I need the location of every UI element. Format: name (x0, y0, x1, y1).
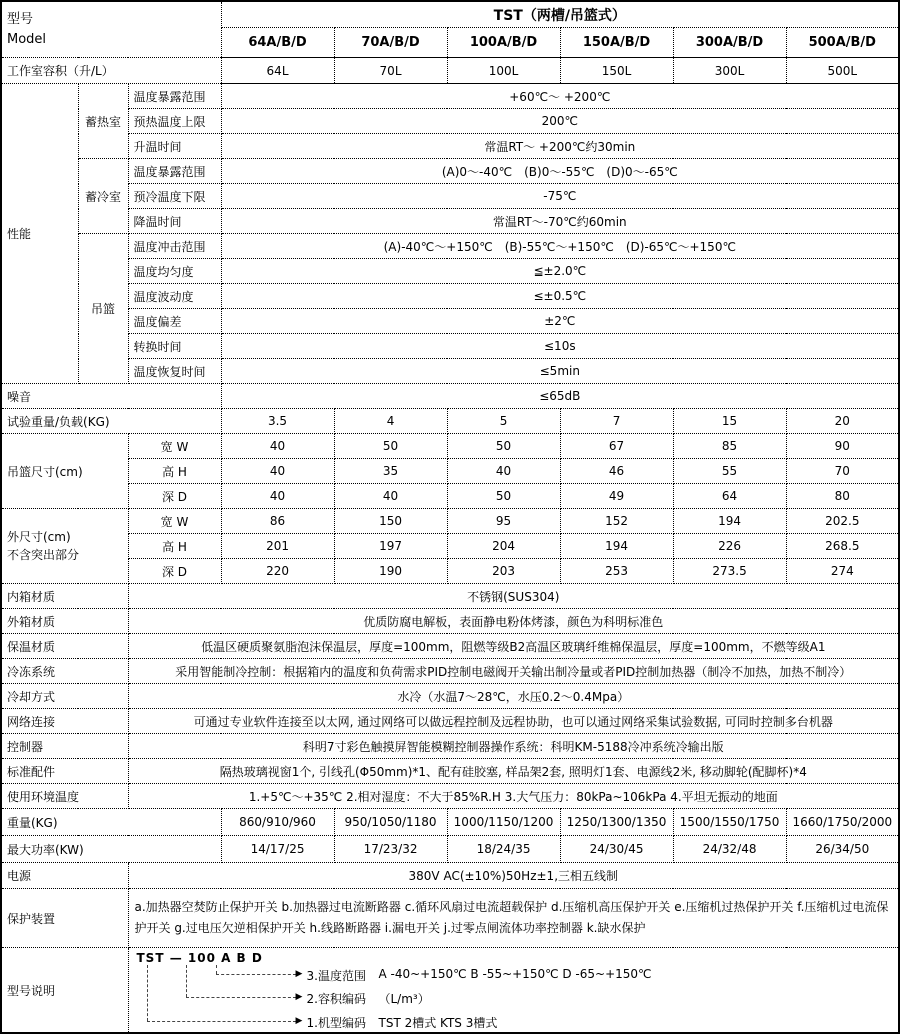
spec-row-label: 降温时间 (128, 209, 221, 234)
dim-value: 40 (221, 434, 334, 459)
branch-name: 3.温度范围 (306, 969, 366, 983)
cold-room-label: 蓄冷室 (78, 159, 128, 234)
spec-row-label: 温度波动度 (128, 284, 221, 309)
arrow-right-icon: ▶ (295, 992, 303, 1002)
outer-size-label-line2: 不含突出部分 (7, 548, 80, 562)
test-load-value: 7 (560, 409, 673, 434)
spec-label: 冷却方式 (1, 684, 128, 709)
branch-name: 2.容积编码 (306, 992, 366, 1006)
outer-size-label-line1: 外尺寸(cm) (7, 530, 71, 544)
dim-value: 201 (221, 534, 334, 559)
dim-value: 50 (447, 434, 560, 459)
spec-value: 可通过专业软件连接至以太网, 通过网络可以做远程控制及远程协助，也可以通过网络采集试验数据, 可同时控制多台机器 (128, 709, 899, 734)
test-load-value: 4 (334, 409, 447, 434)
branch-desc: （L/m³） (378, 992, 430, 1006)
dim-row-label: 高 H (128, 534, 221, 559)
spec-value: 隔热玻璃视窗1个, 引线孔(Φ50mm)*1、配有硅胶塞, 样品架2套, 照明灯1套、电源线2米, 移动脚轮(配脚杯)*4 (128, 759, 899, 784)
model-row-label (1, 1, 221, 58)
model-code-diagram (128, 948, 899, 1034)
arrow-right-icon: ▶ (295, 969, 303, 979)
spec-row-label: 温度冲击范围 (128, 234, 221, 259)
dim-value: 40 (334, 484, 447, 509)
model-column-header: 64A/B/D (221, 28, 334, 58)
model-code-text: TST — 100 A B D (136, 951, 263, 965)
dim-value: 80 (786, 484, 899, 509)
spec-row-value: 200℃ (221, 109, 899, 134)
dim-value: 194 (560, 534, 673, 559)
dim-value: 150 (334, 509, 447, 534)
spec-value: 1.+5℃～+35℃ 2.相对湿度：不大于85%R.H 3.大气压力：80kPa~106kPa 4.平坦无振动的地面 (128, 784, 899, 809)
spec-label: 标准配件 (1, 759, 128, 784)
dim-value: 152 (560, 509, 673, 534)
dim-value: 67 (560, 434, 673, 459)
dim-value: 273.5 (673, 559, 786, 584)
weight-label: 重量(KG) (1, 809, 221, 836)
dim-value: 70 (786, 459, 899, 484)
spec-value: 低温区硬质聚氨脂泡沫保温层，厚度=100mm，阻燃等级B2高温区玻璃纤维棉保温层，厚度=100mm，不燃等级A1 (128, 634, 899, 659)
spec-row-value: ≤±0.5℃ (221, 284, 899, 309)
spec-row-label: 温度恢复时间 (128, 359, 221, 384)
model-column-header: 500A/B/D (786, 28, 899, 58)
max-power-value: 26/34/50 (786, 836, 899, 863)
dim-value: 190 (334, 559, 447, 584)
dim-value: 40 (221, 484, 334, 509)
volume-value: 100L (447, 58, 560, 84)
spec-value: 优质防腐电解板，表面静电粉体烤漆，颜色为科明标准色 (128, 609, 899, 634)
diagram-line-vertical-3 (216, 965, 217, 974)
diagram-line-vertical-1 (147, 965, 148, 1021)
spec-row-label: 转换时间 (128, 334, 221, 359)
dim-value: 40 (447, 459, 560, 484)
spec-label: 外箱材质 (1, 609, 128, 634)
dim-value: 226 (673, 534, 786, 559)
dim-value: 204 (447, 534, 560, 559)
spec-row-label: 预热温度上限 (128, 109, 221, 134)
max-power-value: 17/23/32 (334, 836, 447, 863)
power-supply-value: 380V AC(±10%)50Hz±1,三相五线制 (128, 863, 899, 889)
spec-row-label: 温度暴露范围 (128, 84, 221, 109)
dim-value: 86 (221, 509, 334, 534)
spec-row-value: (A)0～-40℃ (B)0～-55℃ (D)0～-65℃ (221, 159, 899, 184)
spec-value: 不锈钢(SUS304) (128, 584, 899, 609)
test-load-value: 20 (786, 409, 899, 434)
volume-label: 工作室容积（升/L） (1, 58, 221, 84)
volume-value: 70L (334, 58, 447, 84)
dim-value: 64 (673, 484, 786, 509)
spec-label: 保温材质 (1, 634, 128, 659)
volume-value: 150L (560, 58, 673, 84)
dim-value: 197 (334, 534, 447, 559)
spec-row-label: 温度偏差 (128, 309, 221, 334)
outer-size-label (1, 509, 128, 584)
model-column-header: 300A/B/D (673, 28, 786, 58)
model-column-header: 70A/B/D (334, 28, 447, 58)
dim-value: 55 (673, 459, 786, 484)
heat-room-label: 蓄热室 (78, 84, 128, 159)
diagram-line-horizontal-3 (216, 974, 296, 975)
dim-value: 85 (673, 434, 786, 459)
protection-label: 保护装置 (1, 889, 128, 948)
weight-value: 860/910/960 (221, 809, 334, 836)
performance-label: 性能 (1, 84, 78, 384)
spec-row-value: 常温RT～ +200℃约30min (221, 134, 899, 159)
arrow-right-icon: ▶ (295, 1016, 303, 1026)
dim-value: 50 (447, 484, 560, 509)
dim-value: 46 (560, 459, 673, 484)
volume-value: 300L (673, 58, 786, 84)
spec-row-value: ≦±2.0℃ (221, 259, 899, 284)
dim-value: 35 (334, 459, 447, 484)
test-load-value: 3.5 (221, 409, 334, 434)
branch-desc: TST 2槽式 KTS 3槽式 (378, 1016, 498, 1030)
test-load-value: 5 (447, 409, 560, 434)
dim-value: 274 (786, 559, 899, 584)
spec-label: 使用环境温度 (1, 784, 128, 809)
power-supply-label: 电源 (1, 863, 128, 889)
spec-label: 控制器 (1, 734, 128, 759)
series-title: TST（两槽/吊篮式） (221, 1, 899, 28)
spec-row-value: +60℃～ +200℃ (221, 84, 899, 109)
weight-value: 1500/1550/1750 (673, 809, 786, 836)
spec-row-value: 常温RT～-70℃约60min (221, 209, 899, 234)
max-power-value: 18/24/35 (447, 836, 560, 863)
model-label-cn: 型号 (7, 12, 34, 27)
dim-row-label: 宽 W (128, 434, 221, 459)
spec-label: 冷冻系统 (1, 659, 128, 684)
spec-value: 水冷（水温7～28℃，水压0.2～0.4Mpa） (128, 684, 899, 709)
spec-row-value: ≤10s (221, 334, 899, 359)
dim-value: 95 (447, 509, 560, 534)
dim-row-label: 宽 W (128, 509, 221, 534)
dim-row-label: 深 D (128, 559, 221, 584)
dim-value: 90 (786, 434, 899, 459)
model-column-header: 150A/B/D (560, 28, 673, 58)
spec-row-label: 升温时间 (128, 134, 221, 159)
spec-row-value: ≤5min (221, 359, 899, 384)
model-label-en: Model (7, 31, 47, 47)
spec-row-value: (A)-40℃～+150℃ (B)-55℃～+150℃ (D)-65℃～+150℃ (221, 234, 899, 259)
spec-row-value: ±2℃ (221, 309, 899, 334)
weight-value: 1000/1150/1200 (447, 809, 560, 836)
weight-value: 1660/1750/2000 (786, 809, 899, 836)
volume-value: 64L (221, 58, 334, 84)
dim-value: 202.5 (786, 509, 899, 534)
weight-value: 950/1050/1180 (334, 809, 447, 836)
diagram-line-horizontal-2 (186, 997, 296, 998)
protection-value: a.加热器空焚防止保护开关 b.加热器过电流断路器 c.循环风扇过电流超载保护 d.压缩机高压保护开关 e.压缩机过热保护开关 f.压缩机过电流保护开关 g.过电压欠逆相保护开关 h.线路断路器 i.漏电开关 j.过零点闸流体功率控制器 k.缺水保护 (128, 889, 899, 948)
spec-row-value: -75℃ (221, 184, 899, 209)
spec-row-label: 温度暴露范围 (128, 159, 221, 184)
dim-row-label: 高 H (128, 459, 221, 484)
dim-row-label: 深 D (128, 484, 221, 509)
diagram-line-vertical-2 (186, 965, 187, 997)
model-column-header: 100A/B/D (447, 28, 560, 58)
dim-value: 203 (447, 559, 560, 584)
branch-desc: A -40~+150℃ B -55~+150℃ D -65~+150℃ (378, 967, 652, 981)
dim-value: 50 (334, 434, 447, 459)
dim-value: 40 (221, 459, 334, 484)
spec-value: 科明7寸彩色触摸屏智能模糊控制器操作系统：科明KM-5188冷冲系统冷输出版 (128, 734, 899, 759)
spec-row-label: 预冷温度下限 (128, 184, 221, 209)
dim-value: 253 (560, 559, 673, 584)
max-power-value: 14/17/25 (221, 836, 334, 863)
dim-value: 268.5 (786, 534, 899, 559)
noise-value: ≤65dB (221, 384, 899, 409)
spec-label: 网络连接 (1, 709, 128, 734)
dim-value: 194 (673, 509, 786, 534)
basket-label: 吊篮 (78, 234, 128, 384)
model-code-label: 型号说明 (1, 948, 128, 1034)
spec-value: 采用智能制冷控制：根据箱内的温度和负荷需求PID控制电磁阀开关输出制冷量或者PID控制加热器（制冷不加热，加热不制冷） (128, 659, 899, 684)
branch-name: 1.机型编码 (306, 1016, 366, 1030)
test-load-value: 15 (673, 409, 786, 434)
max-power-value: 24/32/48 (673, 836, 786, 863)
volume-value: 500L (786, 58, 899, 84)
test-load-label: 试验重量/负载(KG) (1, 409, 221, 434)
spec-label: 内箱材质 (1, 584, 128, 609)
noise-label: 噪音 (1, 384, 221, 409)
basket-size-label: 吊篮尺寸(cm) (1, 434, 128, 509)
max-power-label: 最大功率(KW) (1, 836, 221, 863)
weight-value: 1250/1300/1350 (560, 809, 673, 836)
dim-value: 220 (221, 559, 334, 584)
max-power-value: 24/30/45 (560, 836, 673, 863)
spec-row-label: 温度均匀度 (128, 259, 221, 284)
diagram-line-horizontal-1 (147, 1021, 296, 1022)
dim-value: 49 (560, 484, 673, 509)
